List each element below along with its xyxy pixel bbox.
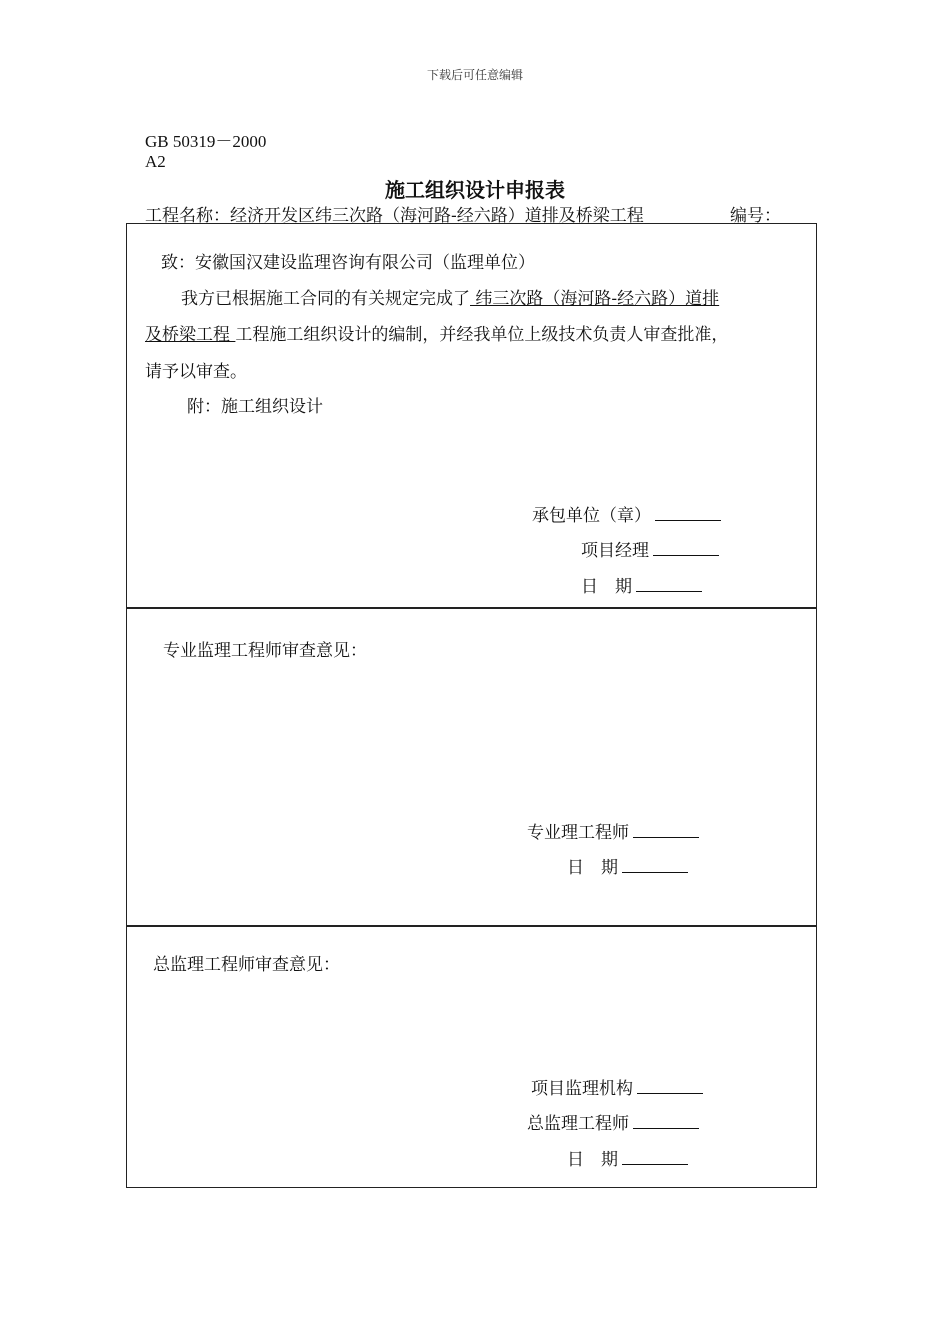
specialist-date xyxy=(567,853,688,878)
manager-signature xyxy=(581,536,719,561)
specialist-label: 专业理工程师 xyxy=(527,823,629,843)
chief-heading: 总监理工程师审查意见： xyxy=(153,955,340,975)
signature-blank xyxy=(653,541,719,556)
signature-blank xyxy=(622,1150,688,1165)
signature-blank xyxy=(622,858,688,873)
date-label: 日 期 xyxy=(581,577,632,597)
signature-blank xyxy=(633,1114,699,1129)
body-line-1 xyxy=(181,284,719,309)
download-note: 下载后可任意编辑 xyxy=(426,68,523,82)
contractor-label: 承包单位（章） xyxy=(532,506,651,526)
serial-number-label: 编号： xyxy=(730,206,781,226)
specialist-heading: 专业监理工程师审查意见： xyxy=(163,641,367,661)
body-rest: 工程施工组织设计的编制，并经我单位上级技术负责人审查批准， xyxy=(235,325,729,345)
form-title: 施工组织设计申报表 xyxy=(385,178,565,202)
date-label: 日 期 xyxy=(567,858,618,878)
signature-blank xyxy=(636,577,702,592)
manager-label: 项目经理 xyxy=(581,541,649,561)
project-name: 工程名称：经济开发区纬三次路（海河路-经六路）道排及桥梁工程 xyxy=(145,206,644,226)
specialist-review-section xyxy=(126,607,817,927)
form-code: A2 xyxy=(145,152,166,171)
signature-blank xyxy=(655,506,721,521)
project-underlined-2: 及桥梁工程 xyxy=(145,325,236,345)
submission-section xyxy=(126,223,817,609)
chief-date xyxy=(567,1145,688,1170)
org-label: 项目监理机构 xyxy=(531,1079,633,1099)
chief-review-section xyxy=(126,925,817,1188)
chief-label: 总监理工程师 xyxy=(527,1114,629,1134)
org-signature xyxy=(531,1074,703,1099)
date-signature xyxy=(581,572,702,597)
addressee-line: 致：安徽国汉建设监理咨询有限公司（监理单位） xyxy=(161,253,535,273)
specialist-signature xyxy=(527,818,699,843)
date-label: 日 期 xyxy=(567,1150,618,1170)
contractor-signature xyxy=(532,501,721,526)
chief-signature xyxy=(527,1109,699,1134)
signature-blank xyxy=(633,823,699,838)
body-line-3: 请予以审查。 xyxy=(145,362,247,382)
body-prefix: 我方已根据施工合同的有关规定完成了 xyxy=(181,289,470,309)
signature-blank xyxy=(637,1079,703,1094)
body-line-2 xyxy=(145,320,728,345)
standard-code: GB 50319－2000 xyxy=(145,132,267,151)
project-underlined-1: 纬三次路（海河路-经六路）道排 xyxy=(470,289,720,309)
attachment-line: 附：施工组织设计 xyxy=(187,397,323,417)
